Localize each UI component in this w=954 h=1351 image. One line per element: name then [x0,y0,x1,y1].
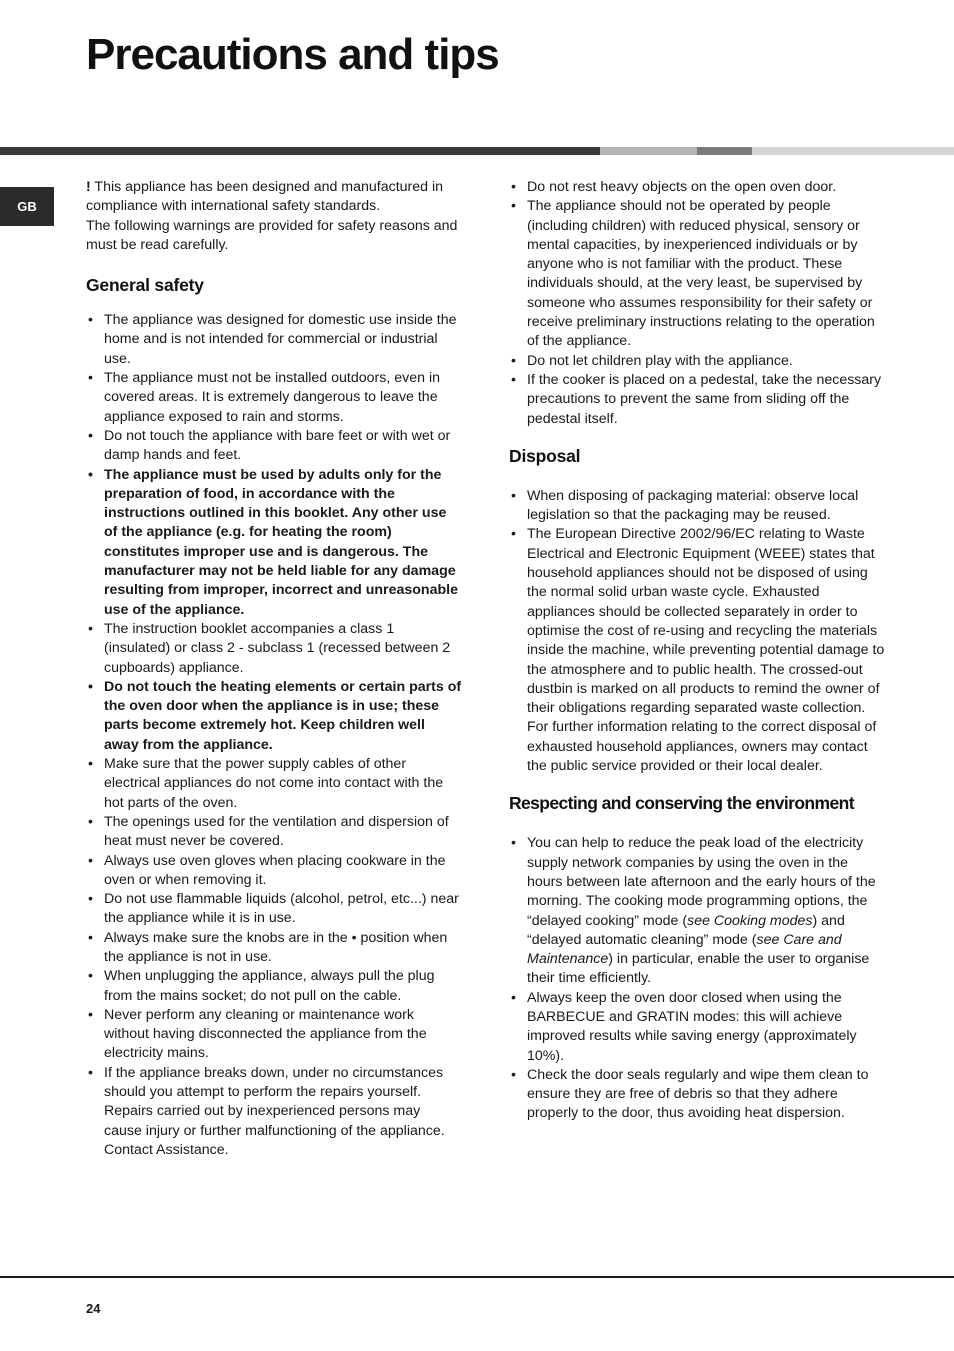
divider-segment [600,147,697,155]
list-item: • The appliance should not be operated by people (including children) with reduced physical, sensory or mental capacities, by inexperienced individuals or by anyone who is not familiar with the product. These individuals should, at the very least, be supervised by someone who assumes responsibility for their safety or receive preliminary instructions relating to the operation of the appliance. [509,197,887,351]
list-item: • Do not let children play with the appliance. [509,352,887,371]
list-item: • The openings used for the ventilation and dispersion of heat must never be covered. [86,813,462,852]
intro-text: This appliance has been designed and manufactured in compliance with international safety standards. [86,179,444,215]
list-item: • Always make sure the knobs are in the • position when the appliance is not in use. [86,929,462,968]
list-item: • If the appliance breaks down, under no circumstances should you attempt to perform the repairs yourself. Repairs carried out by inexperienced persons may cause injury or further malfunctioning of the appliance. Contact Assistance. [86,1064,462,1160]
list-item: • When unplugging the appliance, always pull the plug from the mains socket; do not pull on the cable. [86,967,462,1006]
list-item: • If the cooker is placed on a pedestal, take the necessary precautions to prevent the same from sliding off the pedestal itself. [509,371,887,429]
general-safety-list [86,311,462,1160]
list-item: • The European Directive 2002/96/EC relating to Waste Electrical and Electronic Equipment (WEEE) states that household appliances should not be disposed of using the normal solid urban waste cycle. Exhausted appliances should be collected separately in order to optimise the cost of re-using and recycling the materials inside the machine, while preventing potential damage to the atmosphere and to public health. The crossed-out dustbin is marked on all products to remind the owner of their obligations regarding separated waste collection. For further information relating to the correct disposal of exhausted household appliances, owners may contact the public service provided or their local dealer. [509,525,887,776]
list-item: • When disposing of packaging material: observe local legislation so that the packaging may be reused. [509,487,887,526]
page-title: Precautions and tips [86,30,499,79]
left-column [86,178,462,1160]
list-item: • The appliance must be used by adults only for the preparation of food, in accordance with the instructions outlined in this booklet. Any other use of the appliance (e.g. for heating the room) constitutes improper use and is dangerous. The manufacturer may not be held liable for any damage resulting from improper, incorrect and unreasonable use of the appliance. [86,466,462,620]
list-item: • Make sure that the power supply cables of other electrical appliances do not come into contact with the hot parts of the oven. [86,755,462,813]
intro-warning [86,178,462,255]
environment-list [509,834,887,1123]
page-number: 24 [86,1301,101,1316]
cross-reference: see Cooking modes [687,912,813,929]
list-item: • Do not use flammable liquids (alcohol, petrol, etc...) near the appliance while it is in use. [86,890,462,929]
divider-segment [752,147,954,155]
item-text: ) in particular, enable the user to organise their time efficiently. [527,951,870,987]
list-item: • Check the door seals regularly and wipe them clean to ensure they are free of debris so that they adhere properly to the door, thus avoiding heat dispersion. [509,1066,887,1124]
list-item: • The appliance must not be installed outdoors, even in covered areas. It is extremely dangerous to leave the appliance exposed to rain and storms. [86,369,462,427]
footer-rule [0,1276,954,1278]
environment-heading: Respecting and conserving the environment [509,793,854,814]
intro-line [86,178,462,217]
warning-mark: ! [86,179,91,195]
list-item: • Do not touch the appliance with bare feet or with wet or damp hands and feet. [86,427,462,466]
list-item: • Do not touch the heating elements or certain parts of the oven door when the appliance is in use; these parts become extremely hot. Keep children well away from the appliance. [86,678,462,755]
general-safety-heading: General safety [86,275,204,296]
disposal-heading: Disposal [509,445,581,466]
divider-segment [697,147,752,155]
cross-reference: see Care and Maintenance [527,931,842,968]
item-text: You can help to reduce the peak load of the electricity supply network companies by using the oven in the hours between late afternoon and the early hours of the morning. The cooking mode programming options, the “delayed cooking” mode ( [527,835,876,929]
right-column [509,178,887,1124]
language-tab: GB [0,187,54,226]
item-text: ) and “delayed automatic cleaning” mode ( [527,912,845,948]
divider-segment [0,147,600,155]
list-item: • Never perform any cleaning or maintenance work without having disconnected the appliance from the electricity mains. [86,1006,462,1064]
intro-line: The following warnings are provided for safety reasons and must be read carefully. [86,217,458,253]
safety-list-continued [509,178,887,429]
header-divider-bar [0,147,954,155]
list-item: • The instruction booklet accompanies a class 1 (insulated) or class 2 - subclass 1 (recessed between 2 cupboards) appliance. [86,620,462,678]
list-item: • Always keep the oven door closed when using the BARBECUE and GRATIN modes: this will achieve improved results while saving energy (approximately 10%). [509,989,887,1066]
list-item: • Always use oven gloves when placing cookware in the oven or when removing it. [86,852,462,891]
disposal-list [509,487,887,776]
list-item [509,834,887,988]
list-item: • Do not rest heavy objects on the open oven door. [509,178,887,197]
list-item: • The appliance was designed for domestic use inside the home and is not intended for commercial or industrial use. [86,311,462,369]
